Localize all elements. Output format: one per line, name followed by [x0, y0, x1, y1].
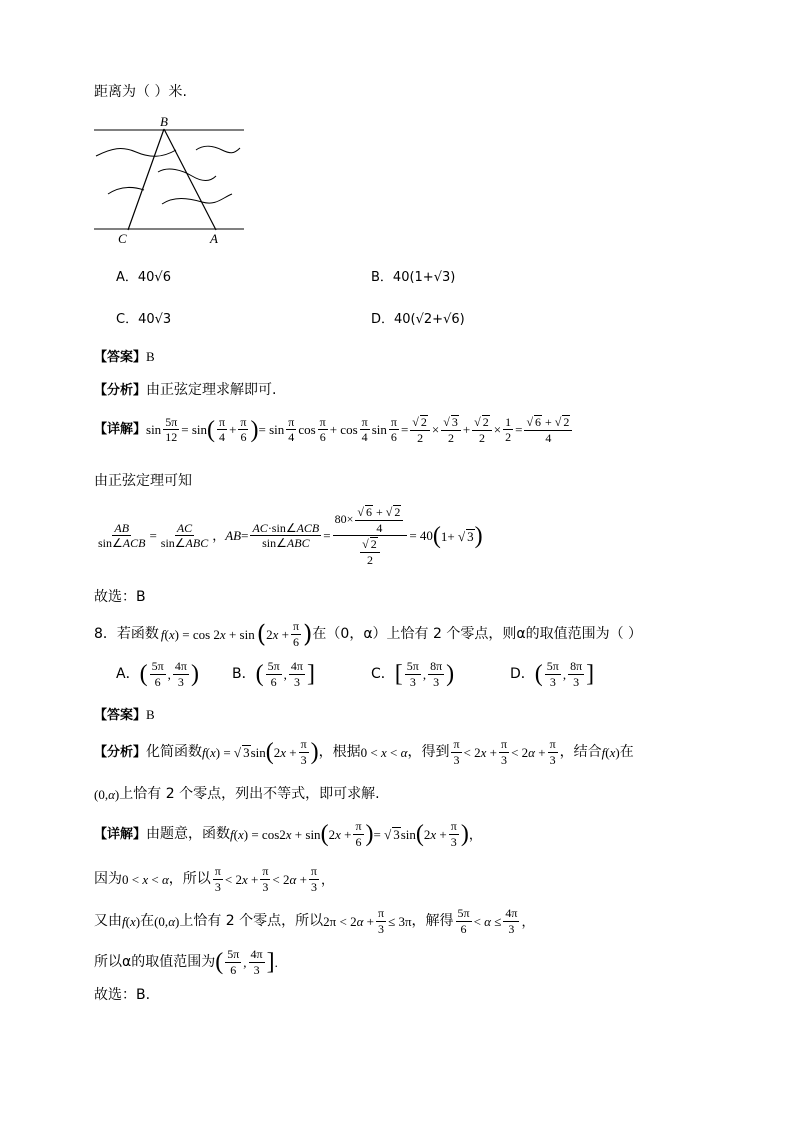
q7-sine-rule-equation: $\frac{AB}{\text{sin∠ACB}}$ = $\frac{AC}{\text{sin∠ABC}}$ ， AB = $\frac{\text{AC·sin∠ACB}}{\text{sin∠ABC}}$ = 80× $\frac{√ 6 + √ 2}{4}$ $\frac{√ 2}{2}$ = 40 ( 1+ √ 3 )	[98, 505, 483, 567]
q8-option-a[interactable]: A． ( $\frac{5\pi}{6}$ , $\frac{4\pi}{3}$ )	[116, 659, 199, 689]
q8-analysis-line2-text: 上恰有 2 个零点，列出不等式，即可求解.	[119, 786, 380, 802]
q8-also-d: ，解得	[411, 913, 454, 930]
side-BA	[164, 129, 216, 230]
q8-answer-tag: 【答案】	[94, 708, 147, 723]
q8-analysis-tag: 【分析】	[94, 744, 147, 760]
q7-analysis	[94, 383, 276, 397]
wave-1	[96, 149, 176, 157]
q7-option-c[interactable]	[116, 312, 171, 326]
side-BC	[128, 129, 164, 230]
q7-detail-formula: 【详解】 sin $\frac{5\pi}{12}$ = sin ( $\frac{\pi}{4}$ + $\frac{\pi}{6}$ ) = sin $\frac{\pi}{4}$ cos $\frac{\pi}{6}$ + cos $\frac{\pi}{4}$ sin $\frac{\pi}{6}$ = $\frac{√ 2}{2}$ × $\frac{√ 3}{2}$ + $\frac{√ 2}{2}$ × $\frac{1}{2}$ = $\frac{√ 6 + √ 2}{4}$	[94, 415, 574, 444]
q8-detail: 【详解】 由题意，函数 f(x) = cos2x + sin ( 2x + $\frac{\pi}{6}$ ) = √ 3sin ( 2x + $\frac{\pi}{3}$ ) ，	[94, 819, 482, 849]
q7-detail-tag: 【详解】	[94, 422, 147, 438]
q7-answer-value: B	[146, 349, 155, 364]
q8-answer	[94, 708, 155, 722]
q8-analysis-b: ，根据	[318, 744, 361, 761]
wave-5	[162, 194, 232, 204]
q8-line-also: 又由 f(x) 在 (0,α) 上恰有 2 个零点，所以 2π < 2α + $\frac{\pi}{3}$ ≤ 3π ，解得 $\frac{5\pi}{6}$ < α ≤ $\frac{4\pi}{3}$ ，	[94, 906, 535, 936]
q8-detail-tag: 【详解】	[94, 826, 147, 842]
q8-stem-b: 在（0，α）上恰有 2 个零点，则α的取值范围为（ ）	[312, 626, 643, 643]
q8-option-d-label: D．	[510, 666, 535, 683]
q8-conclusion: 故选：B.	[94, 987, 151, 1003]
q7-detail-line2: 由正弦定理可知	[94, 473, 192, 489]
wave-4	[108, 187, 144, 194]
q8-also-c: 上恰有 2 个零点，所以	[179, 913, 324, 930]
river-triangle-figure	[92, 112, 252, 248]
q7-option-d[interactable]	[371, 312, 465, 326]
q8-analysis-a: 化简函数	[146, 744, 203, 761]
q7-option-d-text: D．40(√2+√6)	[371, 312, 465, 327]
q8-line-range: 所以α的取值范围为 ( $\frac{5\pi}{6}$ , $\frac{4\pi}{3}$ ] .	[94, 947, 278, 977]
q7-option-a-text: A．40√6	[116, 270, 171, 285]
q8-option-d[interactable]: D． ( $\frac{5\pi}{3}$ , $\frac{8\pi}{3}$ ]	[510, 659, 595, 689]
wave-2	[196, 146, 240, 153]
label-A: A	[210, 231, 218, 246]
q8-range-a: 所以α的取值范围为	[94, 954, 216, 971]
q8-also-b: 在	[140, 913, 155, 930]
q7-answer-tag: 【答案】	[94, 350, 147, 365]
label-B: B	[160, 114, 168, 129]
q7-stem-tail: 距离为（ ）米.	[94, 84, 187, 100]
q8-analysis-d: ，结合	[559, 744, 602, 761]
q8-option-c-label: C．	[371, 666, 395, 683]
q8-answer-value: B	[146, 707, 155, 722]
q8-because-a: 因为	[94, 871, 122, 888]
q7-answer	[94, 350, 155, 364]
q7-option-b-text: B．40(1+√3)	[371, 270, 456, 285]
q8-analysis-line2: (0,α) 上恰有 2 个零点，列出不等式，即可求解.	[94, 786, 380, 802]
q8-stem: 8． 若函数 f(x) = cos 2x + sin ( 2x + $\frac{\pi}{6}$ ) 在（0，α）上恰有 2 个零点，则α的取值范围为（ ）	[94, 619, 643, 649]
q8-also-a: 又由	[94, 913, 122, 930]
q8-because-b: ，所以	[168, 871, 211, 888]
q8-analysis: 【分析】 化简函数 f(x) = √ 3sin ( 2x + $\frac{\pi}{3}$ ) ，根据 0 < x < α ，得到 $\frac{\pi}{3}$ < 2x + $\frac{\pi}{3}$ < 2α + $\frac{\pi}{3}$ ，结合 f(x) 在	[94, 737, 634, 767]
q8-option-c[interactable]: C． [ $\frac{5\pi}{3}$ , $\frac{8\pi}{3}$ )	[371, 659, 455, 689]
q7-analysis-text: 由正弦定理求解即可.	[146, 382, 277, 398]
q8-stem-a: 若函数	[116, 626, 159, 643]
q7-option-c-text: C．40√3	[116, 312, 172, 327]
q8-line-because: 因为 0 < x < α ，所以 $\frac{\pi}{3}$ < 2x + $\frac{\pi}{3}$ < 2α + $\frac{\pi}{3}$ ，	[94, 864, 334, 894]
q7-option-b[interactable]	[371, 270, 455, 284]
q8-analysis-e: 在	[619, 744, 634, 761]
q8-detail-a: 由题意，函数	[146, 826, 231, 843]
q7-conclusion: 故选：B	[94, 589, 146, 605]
q8-analysis-c: ，得到	[407, 744, 450, 761]
q8-option-b-label: B．	[232, 666, 256, 683]
q8-option-a-label: A．	[116, 666, 140, 683]
q7-option-a[interactable]	[116, 270, 171, 284]
label-C: C	[118, 231, 127, 246]
q8-number: 8．	[94, 626, 117, 643]
q7-analysis-tag: 【分析】	[94, 383, 147, 398]
q8-option-b[interactable]: B． ( $\frac{5\pi}{6}$ , $\frac{4\pi}{3}$ ]	[232, 659, 315, 689]
